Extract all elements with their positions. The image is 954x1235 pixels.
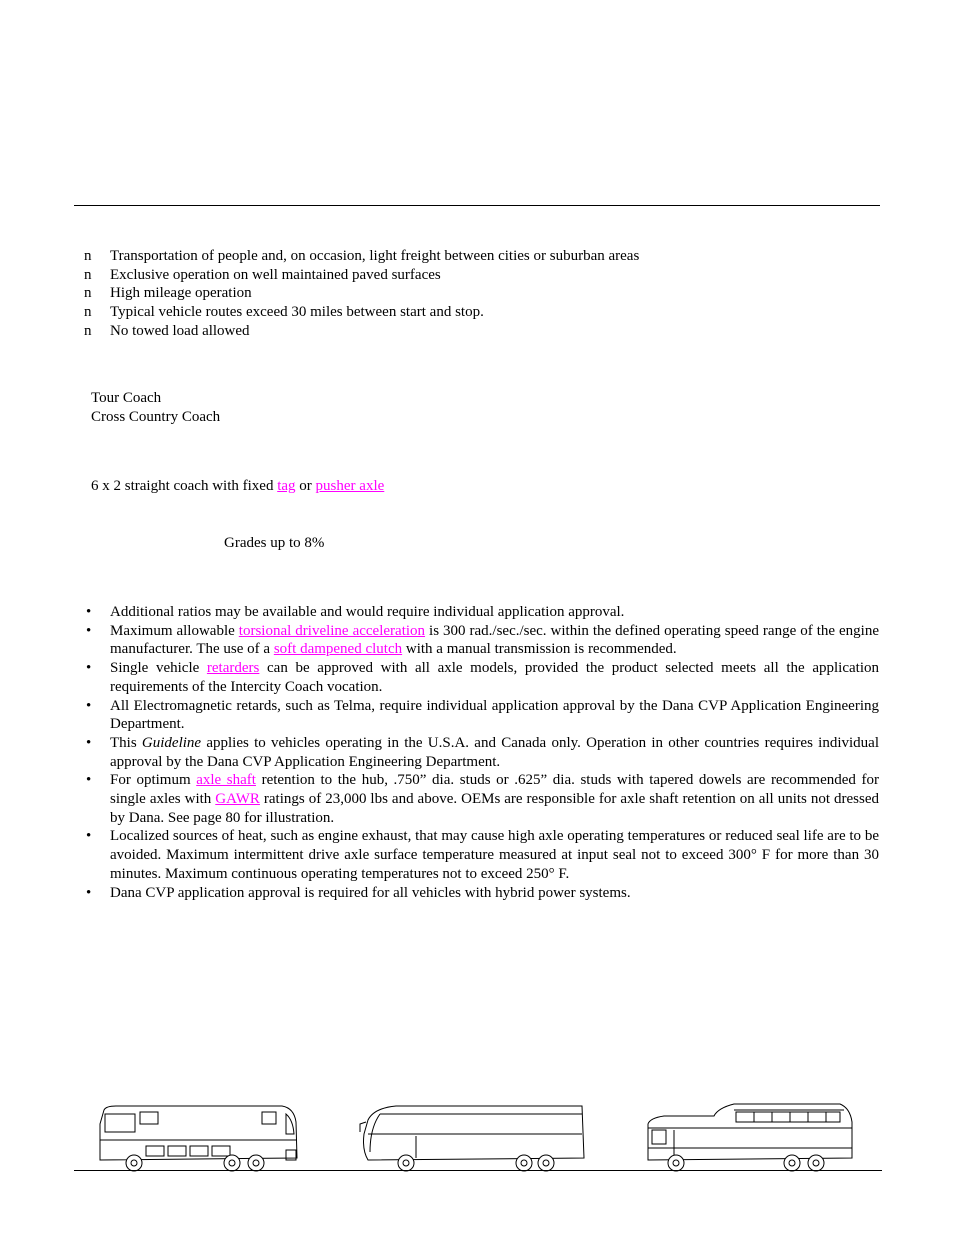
vehicle-type-tour: Tour Coach [91, 390, 162, 406]
vehicle-types [91, 389, 220, 427]
top-divider [74, 205, 880, 206]
list-item: n Transportation of people and, on occasion, light freight between cities or suburban areas [84, 248, 640, 264]
note-item: • All Electromagnetic retards, such as Telma, require individual application approval by the Dana CVP Application Engineering Department. [86, 697, 879, 733]
note-item: • Single vehicle retarders can be approved with all axle models, provided the product selected meets all the application requirements of the Intercity Coach vocation. [86, 660, 879, 695]
note-item: • For optimum axle shaft retention to the hub, .750” dia. studs or .625” dia. studs with tapered dowels are recommended for single axles with GAWR ratings of 23,000 lbs and above. OEMs are responsible for axle shaft retention on all units not dressed by Dana. See page 80 for illustration. [86, 772, 879, 826]
list-item: n Exclusive operation on well maintained paved surfaces [84, 266, 441, 283]
notes-list [86, 603, 879, 902]
list-item: n Typical vehicle routes exceed 30 miles between start and stop. [84, 304, 484, 321]
cross-country-coach-drawing-icon [356, 1100, 588, 1172]
list-item: n High mileage operation [84, 285, 252, 302]
note-item: • This Guideline applies to vehicles operating in the U.S.A. and Canada only. Operation in other countries requires individual approval by the Dana CVP Application Engineering Department. [86, 734, 879, 770]
tour-coach-drawing-icon [96, 1100, 302, 1172]
vehicle-type-cross-country: Cross Country Coach [91, 409, 221, 425]
note-item: • Maximum allowable torsional driveline acceleration is 300 rad./sec./sec. within the defined operating speed range of the engine manufacturer. The use of a soft dampened clutch with a manual transmission is recommended. [86, 622, 880, 658]
configuration: 6 x 2 straight coach with fixed tag or pusher axle [91, 478, 385, 494]
retarders-link[interactable]: retarders [206, 660, 260, 677]
double-deck-coach-drawing-icon [644, 1100, 856, 1172]
application-list [84, 247, 884, 340]
soft-dampened-clutch-link[interactable]: soft dampened clutch [273, 641, 403, 658]
pusher-axle-link[interactable]: pusher axle [315, 478, 385, 494]
gawr-link[interactable]: GAWR [215, 791, 260, 808]
note-item: • Dana CVP application approval is required for all vehicles with hybrid power systems. [86, 884, 631, 901]
list-item: n No towed load allowed [84, 322, 250, 339]
torsional-driveline-acceleration-link[interactable]: torsional driveline acceleration [238, 622, 426, 639]
grades: Grades up to 8% [224, 535, 325, 551]
axle-shaft-link[interactable]: axle shaft [196, 772, 256, 789]
tag-link[interactable]: tag [277, 478, 296, 494]
note-item: • Additional ratios may be available and would require individual application approval. [86, 604, 625, 620]
note-item: • Localized sources of heat, such as engine exhaust, that may cause high axle operating temperatures or reduced seal life are to be avoided. Maximum intermittent drive axle surface temperature measured at input seal not to exceed 300° F for more than 30 minutes. Maximum continuous operating temperatures not to exceed 250° F. [86, 828, 879, 882]
bottom-divider [74, 1170, 882, 1171]
